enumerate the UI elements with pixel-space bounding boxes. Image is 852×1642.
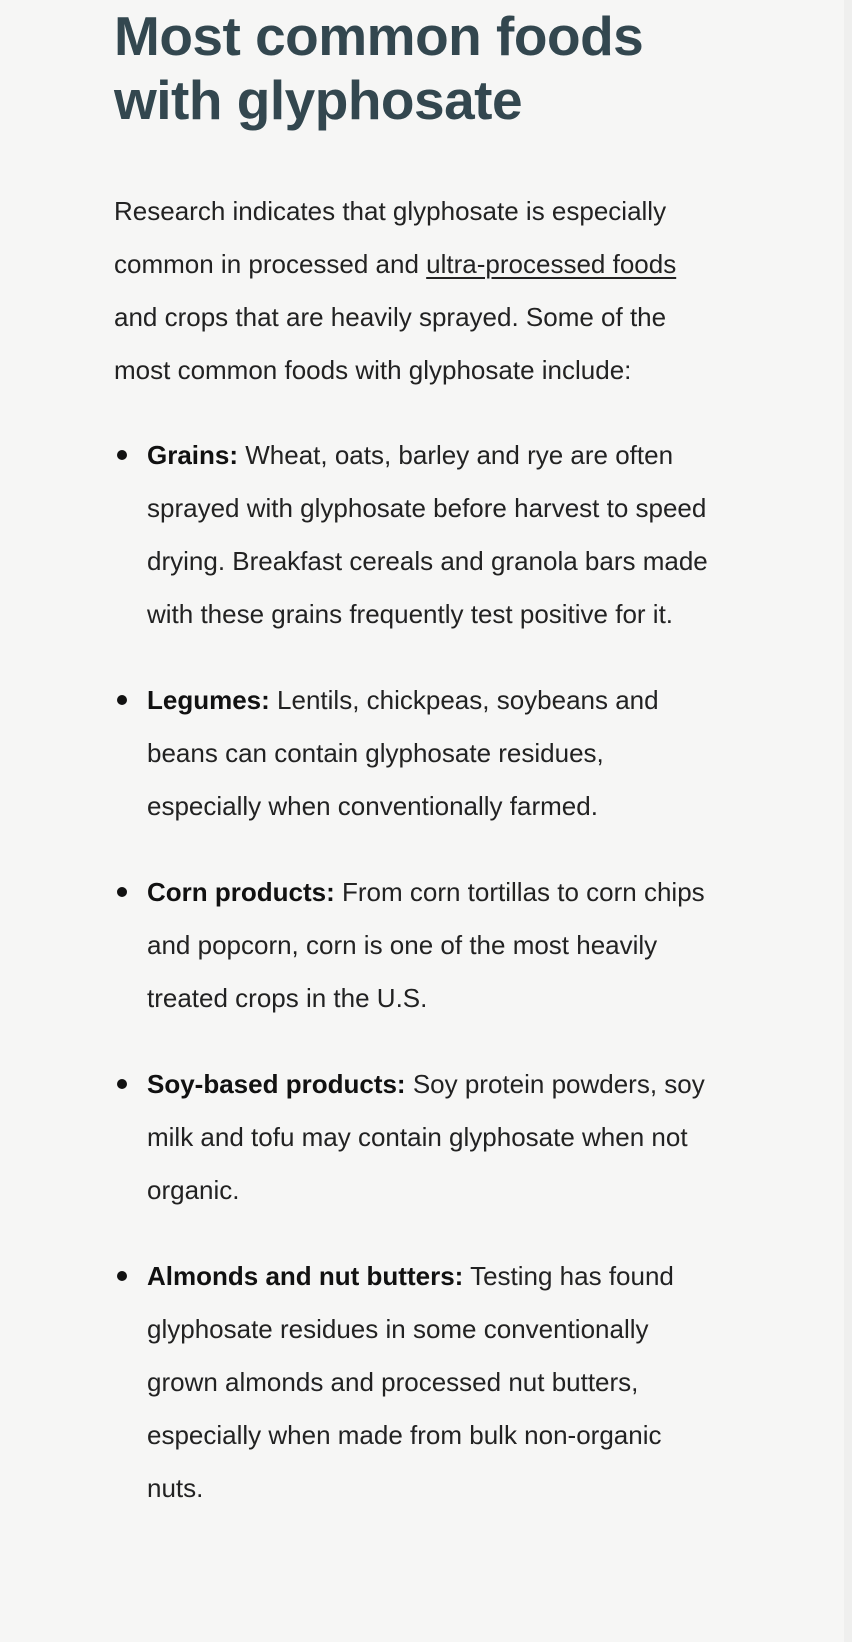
ultra-processed-foods-link[interactable]: ultra-processed foods bbox=[426, 249, 677, 279]
item-label: Grains: bbox=[147, 440, 239, 470]
intro-text-start: Research indicates that glyphosate is especially common in processed and bbox=[114, 196, 667, 279]
intro-text-end: and crops that are heavily sprayed. Some of the most common foods with glyphosate include: bbox=[114, 302, 667, 385]
item-text: Lentils, chickpeas, soybeans and beans can contain glyphosate residues, especially when conventionally farmed. bbox=[147, 685, 659, 821]
list-item-legumes bbox=[114, 674, 714, 833]
bullet-icon bbox=[117, 1271, 127, 1281]
intro-paragraph bbox=[114, 185, 714, 397]
list-item-corn-products bbox=[114, 866, 714, 1025]
bullet-icon bbox=[117, 695, 127, 705]
list-item-grains bbox=[114, 429, 714, 641]
bullet-icon bbox=[117, 887, 127, 897]
bullet-icon bbox=[117, 1079, 127, 1089]
bullet-icon bbox=[117, 450, 127, 460]
list-item-soy-based-products bbox=[114, 1058, 714, 1217]
item-label: Almonds and nut butters: bbox=[147, 1261, 464, 1291]
item-label: Soy-based products: bbox=[147, 1069, 406, 1099]
page-edge-shade bbox=[844, 0, 852, 1642]
food-list bbox=[114, 429, 714, 1515]
section-heading: Most common foods with glyphosate bbox=[114, 5, 644, 131]
item-text: Wheat, oats, barley and rye are often sprayed with glyphosate before harvest to speed drying. Breakfast cereals and granola bars made with these grains frequently test positive for it. bbox=[147, 440, 708, 629]
list-item-almonds-nut-butters bbox=[114, 1250, 714, 1515]
item-label: Corn products: bbox=[147, 877, 335, 907]
item-text: Testing has found glyphosate residues in some conventionally grown almonds and processed nut butters, especially when made from bulk non-organic nuts. bbox=[147, 1261, 674, 1503]
item-text: From corn tortillas to corn chips and popcorn, corn is one of the most heavily treated crops in the U.S. bbox=[147, 877, 705, 1013]
item-label: Legumes: bbox=[147, 685, 270, 715]
item-text: Soy protein powders, soy milk and tofu may contain glyphosate when not organic. bbox=[147, 1069, 705, 1205]
article-section bbox=[114, 0, 714, 1548]
